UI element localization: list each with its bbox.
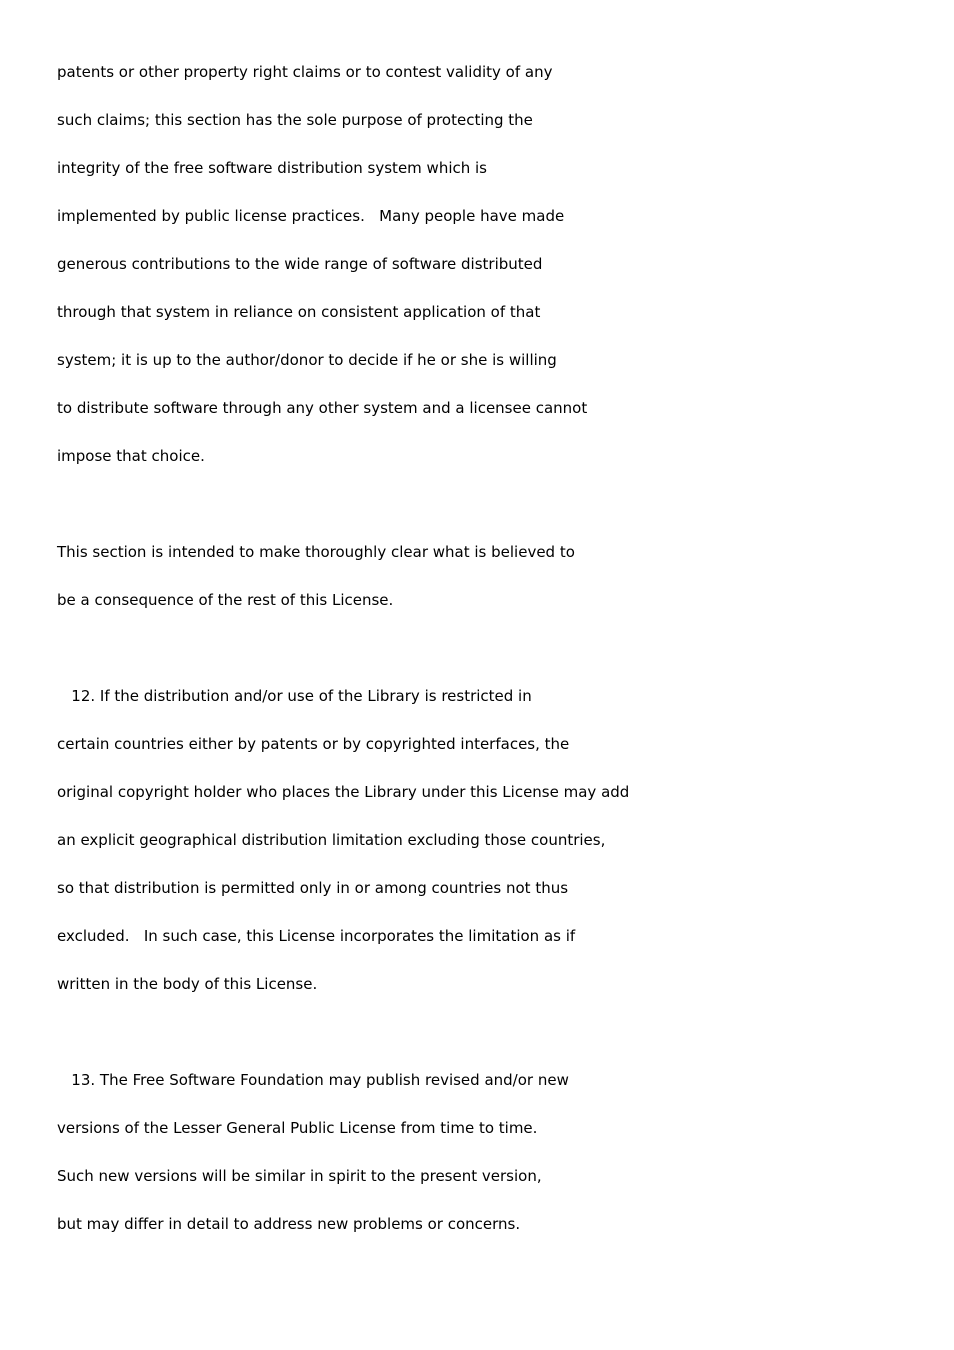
paragraph	[57, 60, 917, 492]
text-line: be a consequence of the rest of this License.	[57, 591, 394, 609]
text-line: 13. The Free Software Foundation may publish revised and/or new	[57, 1071, 569, 1089]
text-line: written in the body of this License.	[57, 975, 318, 993]
text-line: so that distribution is permitted only in or among countries not thus	[57, 879, 569, 897]
text-line: 12. If the distribution and/or use of the Library is restricted in	[57, 687, 532, 705]
paragraph-spacer	[57, 1020, 917, 1068]
text-line: patents or other property right claims or to contest validity of any	[57, 63, 553, 81]
text-line: integrity of the free software distribution system which is	[57, 159, 487, 177]
text-line: but may differ in detail to address new problems or concerns.	[57, 1215, 521, 1233]
paragraph	[57, 540, 917, 636]
text-line: certain countries either by patents or by copyrighted interfaces, the	[57, 735, 570, 753]
text-line: versions of the Lesser General Public License from time to time.	[57, 1119, 538, 1137]
paragraph-spacer	[57, 492, 917, 540]
text-line: impose that choice.	[57, 447, 205, 465]
text-line: to distribute software through any other system and a licensee cannot	[57, 399, 588, 417]
document-body	[57, 60, 917, 1260]
text-line: an explicit geographical distribution limitation excluding those countries,	[57, 831, 606, 849]
text-line: excluded. In such case, this License incorporates the limitation as if	[57, 927, 576, 945]
text-line: such claims; this section has the sole purpose of protecting the	[57, 111, 533, 129]
text-line: generous contributions to the wide range of software distributed	[57, 255, 543, 273]
text-line: through that system in reliance on consistent application of that	[57, 303, 541, 321]
section-12-paragraph	[57, 684, 917, 1020]
section-13-paragraph	[57, 1068, 917, 1260]
paragraph-spacer	[57, 636, 917, 684]
text-line: original copyright holder who places the Library under this License may add	[57, 783, 630, 801]
text-line: implemented by public license practices. Many people have made	[57, 207, 565, 225]
text-line: system; it is up to the author/donor to decide if he or she is willing	[57, 351, 557, 369]
text-line: Such new versions will be similar in spirit to the present version,	[57, 1167, 542, 1185]
text-line: This section is intended to make thoroughly clear what is believed to	[57, 543, 575, 561]
